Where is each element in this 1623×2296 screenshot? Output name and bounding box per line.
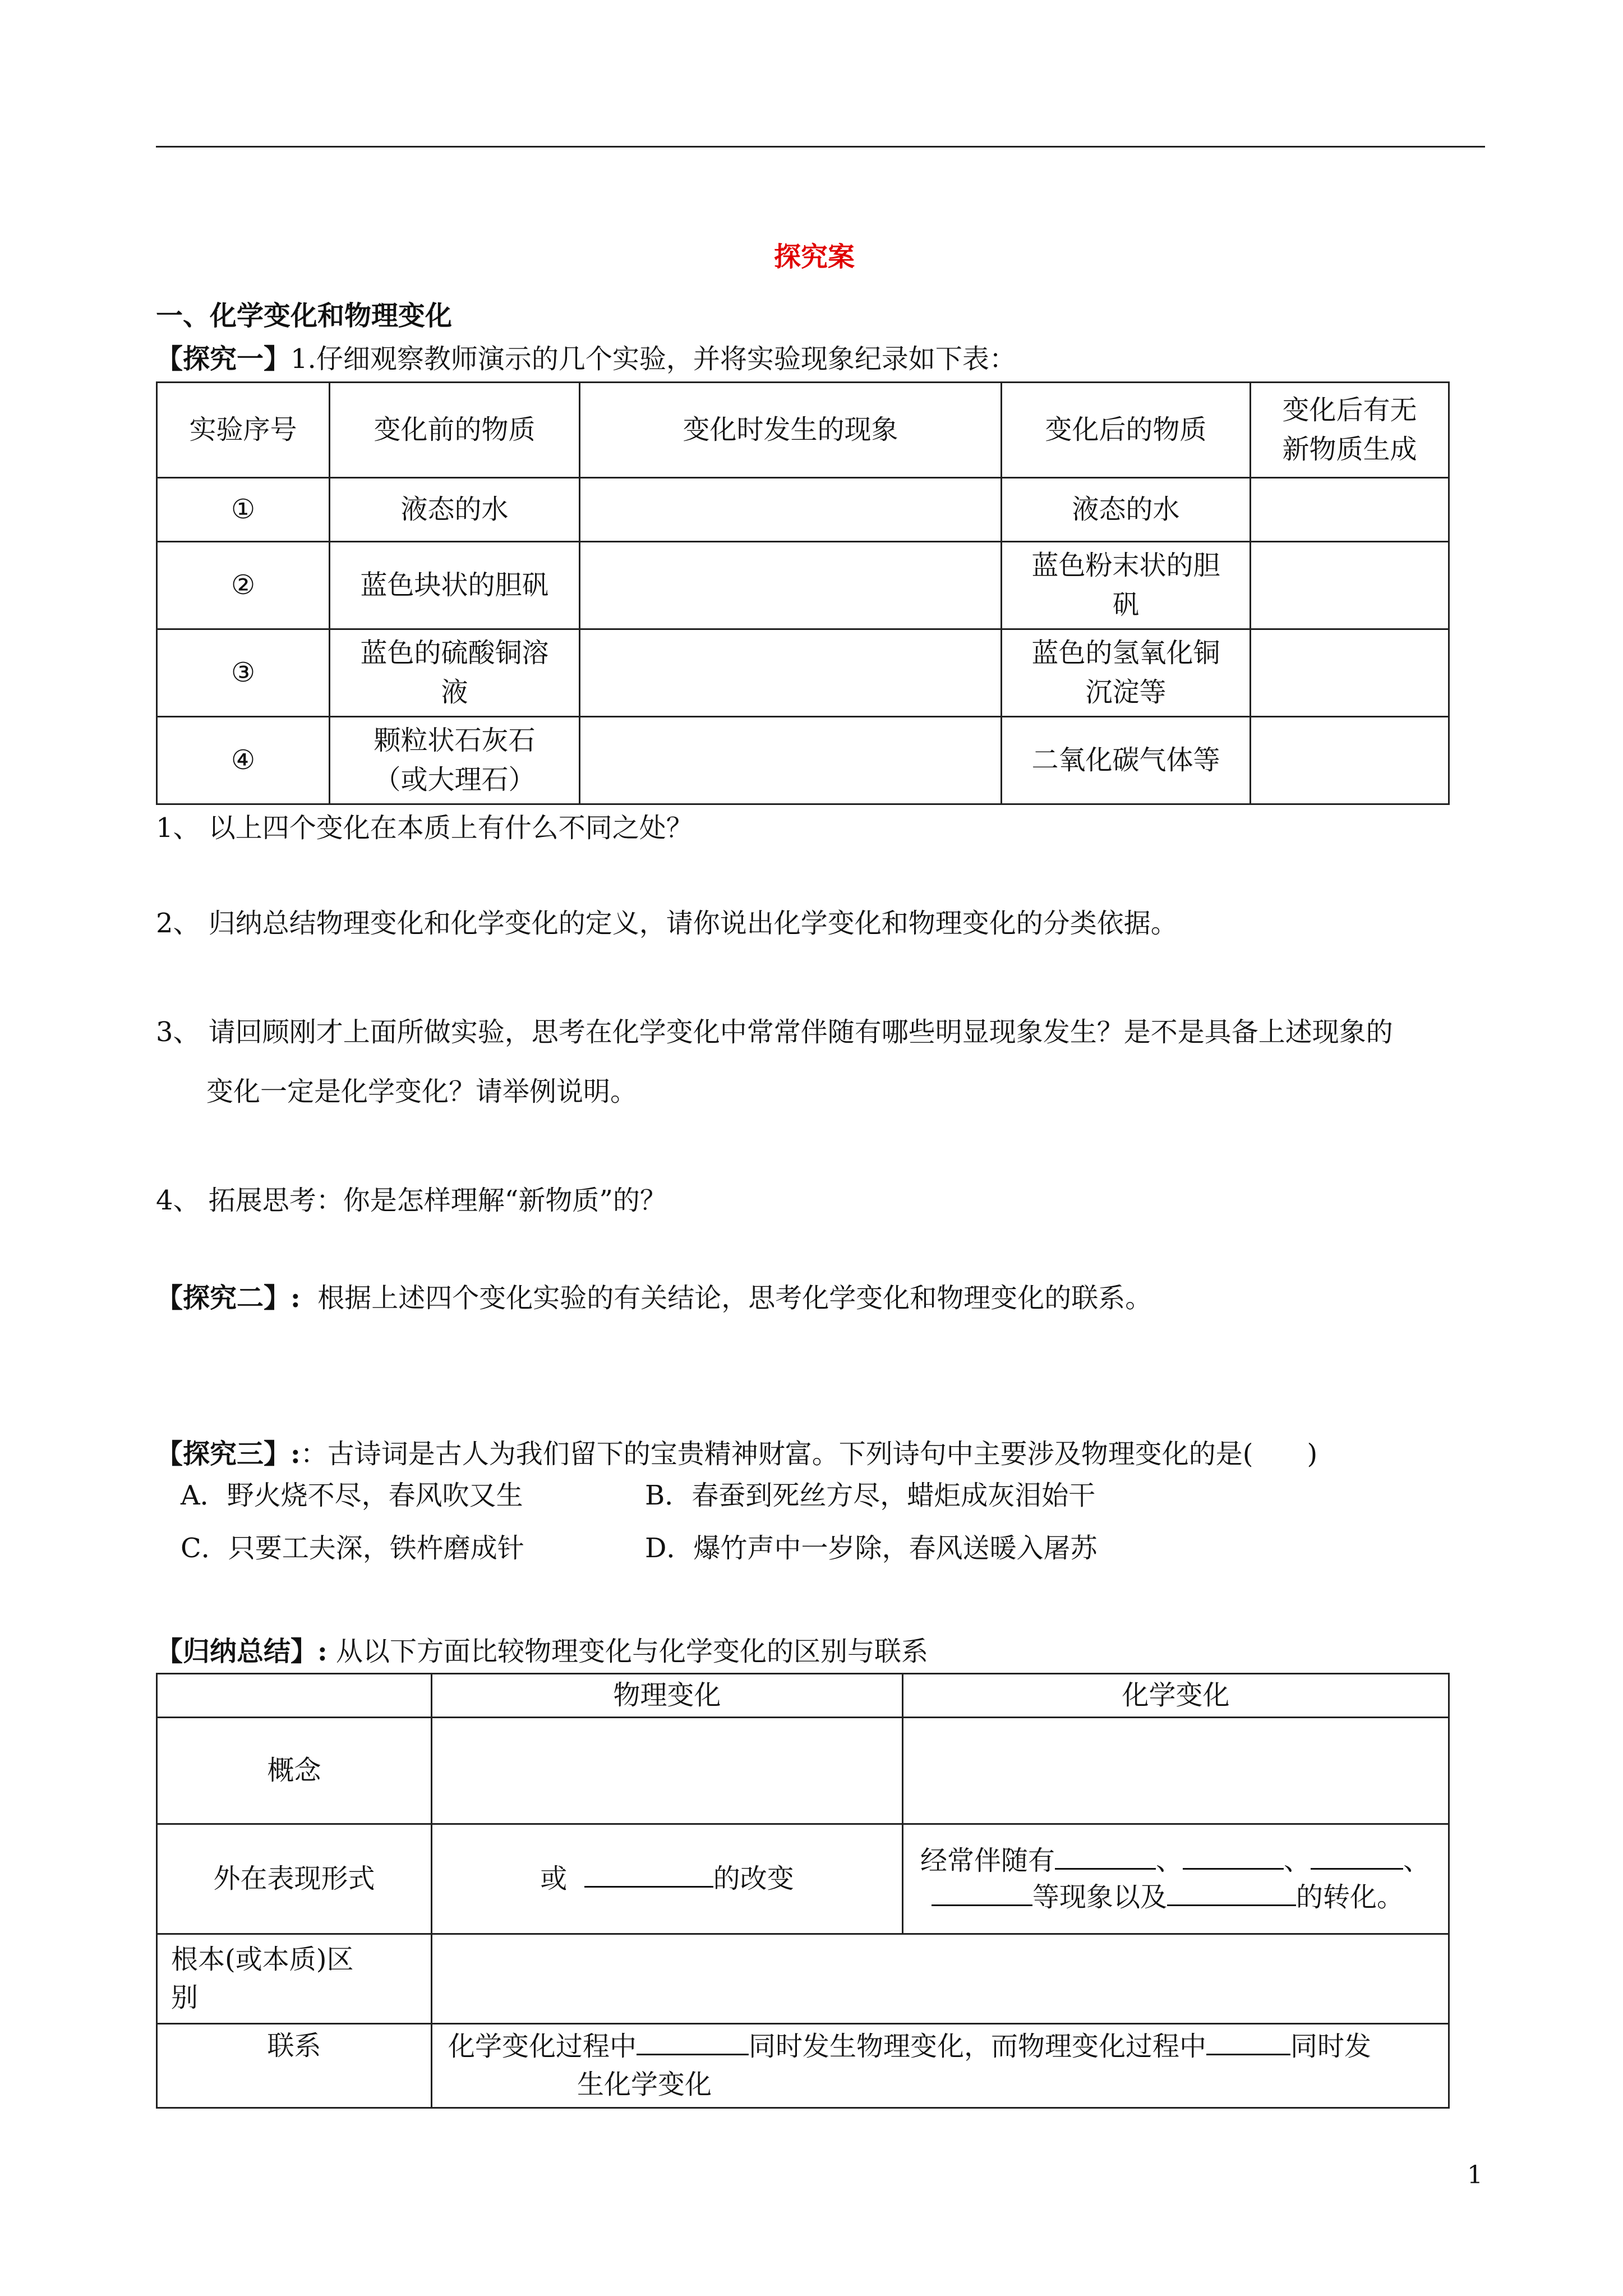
option-a: A．野火烧不尽，春风吹又生 xyxy=(181,1480,523,1511)
blank-line[interactable] xyxy=(1167,1882,1296,1906)
table-row xyxy=(157,542,1449,629)
header-rule xyxy=(156,146,1485,148)
explore2-text: 根据上述四个变化实验的有关结论，思考化学变化和物理变化的联系。 xyxy=(317,1282,1152,1314)
row-number: ② xyxy=(157,542,330,629)
concept-chemical-cell[interactable] xyxy=(903,1718,1449,1824)
option-b: B．春蚕到死丝方尽，蜡炬成灰泪始干 xyxy=(645,1480,1096,1511)
link-cell: 化学变化过程中 同时发生物理变化，而物理变化过程中 同时发 生化学变化 xyxy=(432,2024,1449,2108)
question-3-line1: 3、 请回顾刚才上面所做实验，思考在化学变化中常常伴随有哪些明显现象发生？是不是具备上述现象的 xyxy=(156,1016,1393,1048)
form-row xyxy=(157,1824,1449,1934)
new-substance-cell[interactable] xyxy=(1251,478,1449,542)
link-label: 联系 xyxy=(157,2024,432,2108)
blank-line[interactable] xyxy=(932,1882,1032,1906)
after-substance: 蓝色粉末状的胆 矾 xyxy=(1002,542,1251,629)
concept-physical-cell[interactable] xyxy=(432,1718,903,1824)
blank-line[interactable] xyxy=(1311,1846,1403,1870)
after-substance: 二氧化碳气体等 xyxy=(1002,717,1251,804)
form-physical-cell: 或 的改变 xyxy=(432,1824,903,1934)
explore3 xyxy=(156,1437,1317,1471)
header-cell: 变化前的物质 xyxy=(330,383,580,478)
option-d: D．爆竹声中一岁除，春风送暖入屠苏 xyxy=(645,1533,1098,1564)
explore2 xyxy=(156,1281,1152,1315)
phenomenon-cell[interactable] xyxy=(580,629,1002,717)
before-substance: 蓝色块状的胆矾 xyxy=(330,542,580,629)
summary-header-row xyxy=(157,1674,1449,1718)
summary-corner-cell xyxy=(157,1674,432,1718)
phenomenon-cell[interactable] xyxy=(580,542,1002,629)
question-2: 2、 归纳总结物理变化和化学变化的定义，请你说出化学变化和物理变化的分类依据。 xyxy=(156,908,1178,939)
after-substance: 液态的水 xyxy=(1002,478,1251,542)
row-number: ① xyxy=(157,478,330,542)
concept-row xyxy=(157,1718,1449,1824)
table-header-row xyxy=(157,383,1449,478)
explore1-tag: 【探究一】 xyxy=(156,343,291,375)
explore3-text: ：古诗词是古人为我们留下的宝贵精神财富。下列诗句中主要涉及物理变化的是( ) xyxy=(300,1438,1318,1470)
essence-label: 根本(或本质)区 别 xyxy=(157,1934,432,2024)
before-substance: 蓝色的硫酸铜溶 液 xyxy=(330,629,580,717)
header-cell: 实验序号 xyxy=(157,383,330,478)
summary-text: 从以下方面比较物理变化与化学变化的区别与联系 xyxy=(336,1636,929,1667)
page-title: 探究案 xyxy=(774,241,855,273)
blank-line[interactable] xyxy=(1183,1846,1284,1870)
blank-line[interactable] xyxy=(1055,1846,1156,1870)
summary-tag: 【归纳总结】: xyxy=(156,1636,328,1667)
blank-line[interactable] xyxy=(1206,2031,1290,2055)
new-substance-cell[interactable] xyxy=(1251,542,1449,629)
before-substance: 液态的水 xyxy=(330,478,580,542)
question-4: 4、 拓展思考：你是怎样理解“新物质”的？ xyxy=(156,1185,667,1216)
phenomenon-cell[interactable] xyxy=(580,717,1002,804)
option-c: C．只要工夫深，铁杵磨成针 xyxy=(181,1533,524,1564)
essence-row xyxy=(157,1934,1449,2024)
header-chemical: 化学变化 xyxy=(903,1674,1449,1718)
form-chemical-cell: 经常伴随有 、 、 、 等现象以及 的转化。 xyxy=(903,1824,1449,1934)
table-row xyxy=(157,478,1449,542)
new-substance-cell[interactable] xyxy=(1251,629,1449,717)
experiment-table xyxy=(156,381,1450,805)
blank-line[interactable] xyxy=(637,2031,749,2055)
header-cell: 变化后的物质 xyxy=(1002,383,1251,478)
form-label: 外在表现形式 xyxy=(157,1824,432,1934)
table-row xyxy=(157,629,1449,717)
before-substance: 颗粒状石灰石 （或大理石） xyxy=(330,717,580,804)
explore2-tag: 【探究二】: xyxy=(156,1282,301,1314)
essence-answer-cell[interactable] xyxy=(432,1934,1449,2024)
explore1-text: 1.仔细观察教师演示的几个实验，并将实验现象纪录如下表： xyxy=(291,343,1016,375)
page-number: 1 xyxy=(1467,2161,1483,2189)
explore3-tag: 【探究三】: xyxy=(156,1438,301,1470)
after-substance: 蓝色的氢氧化铜 沉淀等 xyxy=(1002,629,1251,717)
question-3-line2: 变化一定是化学变化？请举例说明。 xyxy=(206,1076,638,1107)
question-1: 1、 以上四个变化在本质上有什么不同之处？ xyxy=(156,812,693,844)
row-number: ④ xyxy=(157,717,330,804)
row-number: ③ xyxy=(157,629,330,717)
blank-line[interactable] xyxy=(584,1864,713,1888)
explore1-intro xyxy=(156,342,1016,376)
phenomenon-cell[interactable] xyxy=(580,478,1002,542)
link-row xyxy=(157,2024,1449,2108)
table-row xyxy=(157,717,1449,804)
summary-table xyxy=(156,1673,1450,2109)
new-substance-cell[interactable] xyxy=(1251,717,1449,804)
header-cell: 变化后有无 新物质生成 xyxy=(1251,383,1449,478)
section-heading: 一、化学变化和物理变化 xyxy=(156,300,453,332)
summary-intro xyxy=(156,1635,928,1668)
header-cell: 变化时发生的现象 xyxy=(580,383,1002,478)
concept-label: 概念 xyxy=(157,1718,432,1824)
header-physical: 物理变化 xyxy=(432,1674,903,1718)
